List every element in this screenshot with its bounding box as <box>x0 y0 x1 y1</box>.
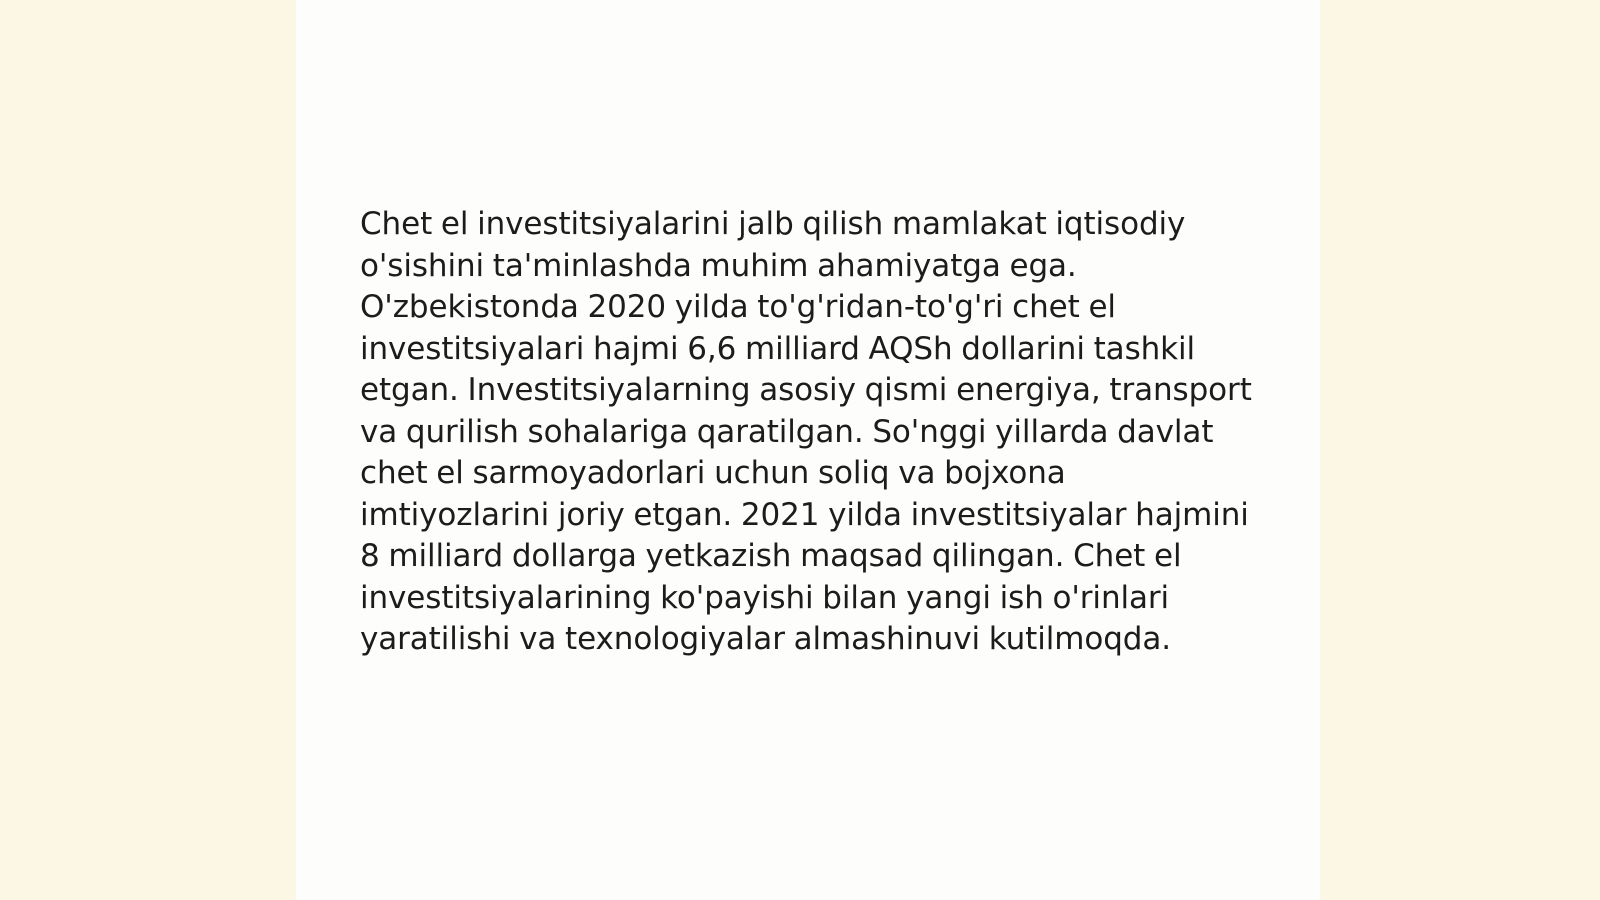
body-paragraph: Chet el investitsiyalarini jalb qilish mamlakat iqtisodiy o'sishini ta'minlashda muhim ahamiyatga ega. O'zbekistonda 2020 yilda to'g'ridan-to'g'ri chet el investitsiyalari hajmi 6,6 milliard AQSh dollarini tashkil etgan. Investitsiyalarning asosiy qismi energiya, transport va qurilish sohalariga qaratilgan. So'nggi yillarda davlat chet el sarmoyadorlari uchun soliq va bojxona imtiyozlarini joriy etgan. 2021 yilda investitsiyalar hajmini 8 milliard dollarga yetkazish maqsad qilingan. Chet el investitsiyalarining ko'payishi bilan yangi ish o'rinlari yaratilishi va texnologiyalar almashinuvi kutilmoqda. <box>360 206 1252 657</box>
document-page <box>296 0 1320 900</box>
left-background-margin <box>0 0 296 900</box>
right-background-margin <box>1320 0 1600 900</box>
